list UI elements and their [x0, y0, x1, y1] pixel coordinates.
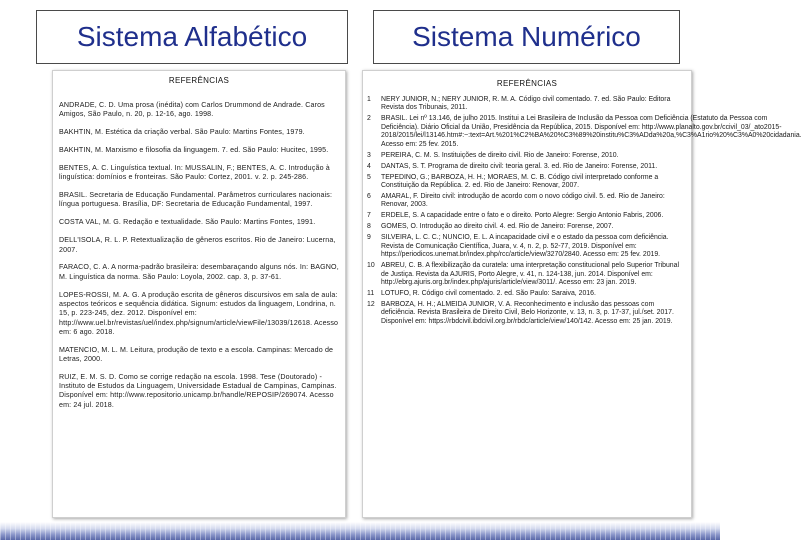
reference-entry [367, 301, 685, 326]
reference-entry [367, 262, 685, 287]
title-alphabetic-system: Sistema Alfabético [36, 10, 348, 64]
reference-entry: RUIZ, E. M. S. D. Como se corrige redação na escola. 1998. Tese (Doutorado) - Instituto de Estudos da Linguagem, Universidade Estadual de Campinas, Campinas. Disponível em: http://www.repositorio.unicamp.br/handle/REPOSIP/269074. Acesso em: 24 jul. 2018. [59, 372, 337, 409]
reference-number: 6 [367, 193, 371, 201]
reference-number: 1 [367, 96, 371, 103]
reference-entry [367, 174, 685, 191]
reference-text: NERY JUNIOR, N.; NERY JUNIOR, R. M. A. Código civil comentado. 7. ed. São Paulo: Editora Revista dos Tribunais, 2011. [381, 96, 671, 112]
reference-text: PEREIRA, C. M. S. Instituições de direito civil. Rio de Janeiro: Forense, 2010. [381, 151, 619, 159]
reference-entry [367, 96, 685, 113]
reference-number: 11 [367, 290, 375, 298]
reference-number: 9 [367, 234, 371, 242]
reference-entry: LOPES-ROSSI, M. A. G. A produção escrita de gêneros discursivos em sala de aula: aspectos teóricos e sequência didática. Signum: estudos da linguagem, Londrina, n. 15, p. 223-245, dez. 2012. Disponível em: http://www.uel.br/revistas/uel/index.php/signum/article/viewFile/13039/12618. Acesso em: 6 ago. 2018. [59, 290, 339, 336]
reference-number: 8 [367, 223, 371, 231]
reference-entry [367, 234, 685, 259]
reference-entry [367, 212, 685, 220]
references-heading: REFERÊNCIAS [168, 76, 230, 85]
references-heading: REFERÊNCIAS [496, 79, 558, 88]
reference-text: BRASIL. Lei nº 13.146, de julho 2015. Institui a Lei Brasileira de Inclusão da Pessoa com Deficiência (Estatuto da Pessoa com Deficiência). Diário Oficial da União, Presidência da República, 2015. Disponível em: http://www.planalto.gov.br/ccivil_03/_ato2015-2018/2015/lei/l13146.htm#:~:text=Art.%201%C2%BA%20%C3%89%20institu%C3%ADda%20a,%C3%A1rio%20%C3%A0%20cidadania. Acesso em: 25 fev. 2015. [381, 115, 802, 148]
reference-entry: DELL'ISOLA, R. L. P. Retextualização de gêneros escritos. Rio de Janeiro: Lucerna, 2007. [59, 236, 336, 254]
reference-number: 10 [367, 262, 375, 270]
numeric-reference-list [363, 96, 802, 326]
reference-text: ABREU, C. B. A flexibilização da curatela: uma interpretação constitucional pelo Superior Tribunal de Justiça. Revista da AJURIS, Porto Alegre, v. 41, n. 124-138, jun. 2014. Disponível em: http://ebrg.ajuris.org.br/index.php/ajuris/article/view/3011/. Acesso em: 23 jan. 2019. [381, 262, 679, 287]
reference-text: GOMES, O. Introdução ao direito civil. 4. ed. Rio de Janeiro: Forense, 2007. [381, 223, 614, 231]
reference-text: AMARAL, F. Direito civil: introdução de acordo com o novo código civil. 5. ed. Rio de Janeiro: Renovar, 2003. [381, 193, 665, 209]
reference-entry [367, 163, 685, 171]
reference-text: SILVEIRA, L. C. C.; NUNCIO, E. L. A incapacidade civil e o estado da pessoa com deficiência. Revista de Comunicação Científica, Juara, v. 4, n. 2, p. 52-77, 2019. Disponível em: https://periodicos.unemat.br/index.php/rcc/article/view/3270/2840. Acesso em: 25 fev. 2019. [381, 234, 669, 259]
alphabetic-reference-list [53, 101, 345, 410]
reference-entry: BAKHTIN, M. Marxismo e filosofia da linguagem. 7. ed. São Paulo: Hucitec, 1995. [59, 146, 329, 155]
reference-number: 7 [367, 212, 371, 220]
reference-text: ERDELE, S. A capacidade entre o fato e o direito. Porto Alegre: Sergio Antonio Fabris, 2006. [381, 212, 664, 220]
reference-entry: BENTES, A. C. Linguística textual. In: MUSSALIN, F.; BENTES, A. C. Introdução à linguística: domínios e fronteiras. São Paulo: Cortez, 2001. v. 2. p. 245-286. [59, 163, 330, 182]
footer-pattern [0, 522, 720, 540]
reference-entry: COSTA VAL, M. G. Redação e textualidade. São Paulo: Martins Fontes, 1991. [59, 218, 316, 227]
reference-number: 4 [367, 162, 371, 170]
reference-number: 12 [367, 301, 375, 309]
reference-text: TEPEDINO, G.; BARBOZA, H. H.; MORAES, M. C. B. Código civil interpretado conforme a Constituição da República. 2. ed. Rio de Janeiro: Renovar, 2007. [381, 173, 659, 190]
reference-text: LOTUFO, R. Código civil comentado. 2. ed. São Paulo: Saraiva, 2016. [381, 290, 596, 298]
reference-number: 5 [367, 173, 371, 181]
reference-entry [367, 115, 802, 149]
alphabetic-references-panel [52, 70, 346, 518]
reference-text: BARBOZA, H. H.; ALMEIDA JUNIOR, V. A. Reconhecimento e inclusão das pessoas com deficiência. Revista Brasileira de Direito Civil, Belo Horizonte, v. 13, n. 3, p. 17-37, jul./set. 2017. Disponível em: https://rbdcivil.ibdcivil.org.br/rbdc/article/view/140/142. Acesso em: 25 jan. 2019. [381, 301, 674, 325]
reference-entry: BAKHTIN, M. Estética da criação verbal. São Paulo: Martins Fontes, 1979. [59, 128, 305, 137]
reference-entry: MATENCIO, M. L. M. Leitura, produção de texto e a escola. Campinas: Mercado de Letras, 2000. [59, 345, 334, 363]
reference-text: DANTAS, S. T. Programa de direito civil: teoria geral. 3. ed. Rio de Janeiro: Forense, 2011. [381, 162, 658, 170]
reference-entry [367, 193, 685, 210]
numeric-references-panel [362, 70, 802, 518]
reference-entry: ANDRADE, C. D. Uma prosa (inédita) com Carlos Drummond de Andrade. Caros Amigos, São Paulo, n. 20, p. 12-16, ago. 1998. [59, 101, 325, 119]
reference-number: 2 [367, 115, 371, 123]
reference-entry [367, 223, 685, 231]
reference-entry: BRASIL. Secretaria de Educação Fundamental. Parâmetros curriculares nacionais: língua portuguesa. Brasília, DF: Secretaria de Educação Fundamental, 1997. [59, 191, 333, 209]
reference-entry [367, 152, 685, 160]
title-numeric-system: Sistema Numérico [373, 10, 680, 64]
reference-entry: FARACO, C. A. A norma-padrão brasileira: desembaraçando alguns nós. In: BAGNO, M. Linguística da norma. São Paulo: Loyola, 2002. cap. 3, p. 37-61. [59, 263, 339, 281]
reference-entry [367, 290, 685, 298]
reference-number: 3 [367, 151, 371, 159]
